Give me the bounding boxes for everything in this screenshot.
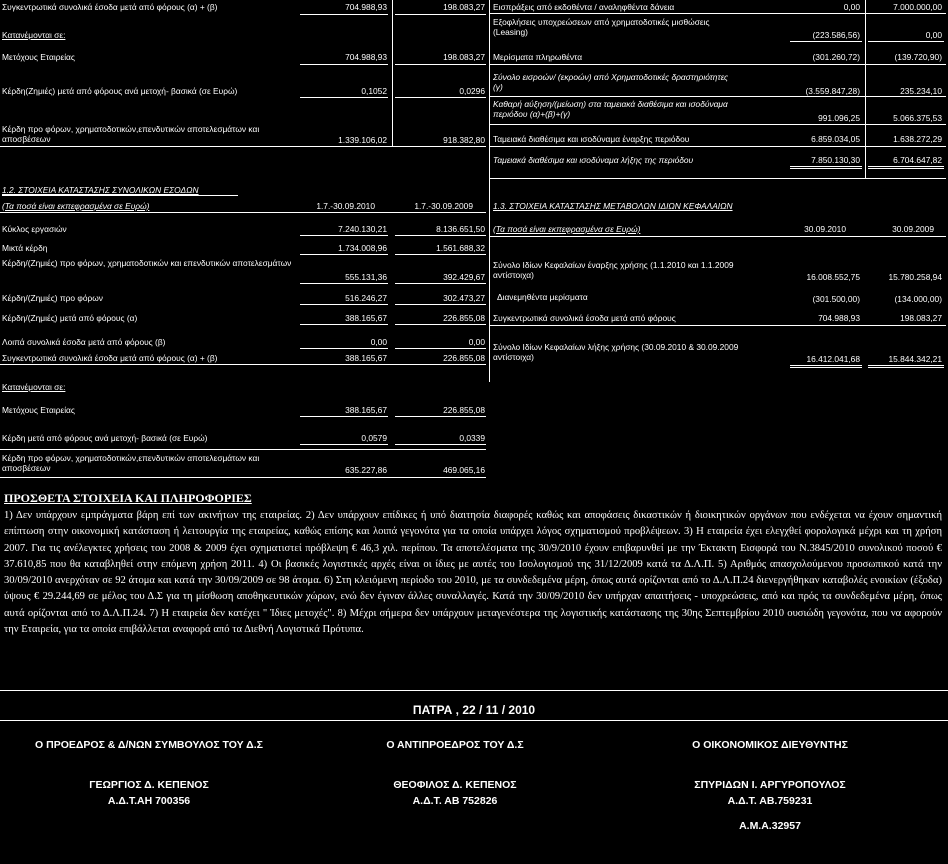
underline: [395, 304, 486, 305]
row-label: Κέρδη/(Ζημιές) προ φόρων: [2, 293, 103, 303]
row-label: Κέρδη προ φόρων, χρηματοδοτικών,επενδυτικών αποτελεσμάτων και αποσβέσεων: [2, 453, 260, 473]
underline: [300, 348, 388, 349]
row-label: Εισπράξεις από εκδοθέντα / αναληφθέντα δάνεια: [493, 2, 675, 12]
underline: [300, 97, 388, 98]
underline: [790, 365, 862, 366]
row-label: Συγκεντρωτικά συνολικά έσοδα μετά από φόρους (α) + (β): [2, 2, 218, 12]
column-header-2010: 30.09.2010: [804, 224, 846, 234]
row-label: Διανεμηθέντα μερίσματα: [497, 292, 588, 302]
signatory-name: ΓΕΩΡΓΙΟΣ Δ. ΚΕΠΕΝΟΣ: [89, 779, 209, 791]
row-label: Ταμειακά διαθέσιμα και ισοδύναμα έναρξης περιόδου: [493, 134, 690, 144]
signatory-id: Α.Δ.Τ.ΑΗ 700356: [107, 795, 191, 807]
section-subtitle: (Τα ποσά είναι εκπεφρασμένα σε Ευρώ): [2, 201, 150, 211]
value-2010: 7.240.130,21: [338, 224, 387, 234]
underline: [395, 254, 486, 255]
row-label: Κατανέμονται σε:: [2, 382, 66, 392]
value-2009: 0,00: [468, 337, 485, 347]
value-2010: 388.165,67: [345, 405, 387, 415]
value-2009: 918.382,80: [443, 135, 485, 145]
value-2009: 0,00: [925, 30, 942, 40]
value-2010: 0,1052: [361, 86, 387, 96]
underline: [300, 444, 388, 445]
row-label: Κέρδη(Ζημιές) μετά από φόρους ανά μετοχή- βασικά (σε Ευρώ): [2, 86, 238, 96]
value-2010: 0,00: [370, 337, 387, 347]
signatory-registration: Α.Μ.Α.32957: [739, 820, 801, 832]
underline: [300, 14, 388, 15]
underline: [868, 367, 944, 368]
underline: [490, 146, 946, 147]
underline: [868, 41, 944, 42]
value-2009: 226.855,08: [443, 405, 485, 415]
value-2009: 235.234,10: [900, 86, 942, 96]
underline: [490, 64, 946, 65]
underline: [0, 477, 486, 478]
notes-title: ΠΡΟΣΘΕΤΑ ΣΤΟΙΧΕΙΑ ΚΑΙ ΠΛΗΡΟΦΟΡΙΕΣ: [4, 491, 252, 505]
value-2009: 5.066.375,53: [893, 113, 942, 123]
notes-text: 1) Δεν υπάρχουν εμπράγματα βάρη επί των ακινήτων της εταιρείας. 2) Δεν υπάρχουν επίδικες ή υπό διαιτησία διαφορές καθώς και αποφάσεις δικαστικών ή διοικητικών οργάνων που ενδέχεται να έχουν σημαντική επίπτωση στην οικονομική κατάσταση ή λειτουργία της εταιρείας, καθώς επίσης και λοιπά γεγονότα για τα οποία υπάρχει λόγος σχηματισμού προβλέψεων. 3) Η εταιρεία έχει ελεγχθεί φορολογικά μέχρι και τη χρήση 2007. Για τις ανέλεγκτες χρήσεις του 2008 & 2009 έχει σχηματιστεί πρόβλεψη € 46,3 χιλ. περίπου. Τα αποτελέσματα της 30/9/2010 έχουν επιβαρυνθεί με την Έκτακτη Εισφορά του Ν.3845/2010 συνολικού ποσού € 37.610,85 που θα καταβληθεί στην επόμενη χρήση 2011. 4) Οι βασικές λογιστικές αρχές είναι οι ίδιες με αυτές του Ισολογισμού της 31/12/2009 κατά τα Δ.Λ.Π. 5) Αριθμός απασχολούμενου προσωπικού κατά την 30/09/2010 ανερχόταν σε 92 άτομα και κατά την 30/09/2009 σε 98 άτομα. 6) Στη κλειόμενη περίοδο του 2010, με τα συνδεδεμένα μέρη, όπως αυτά ορίζονται από το Δ.Λ.Π.24 διενεργήθηκαν καταβολές ενοικίων (έξοδα) ύψους € 29.244,69 σε μέλος του Δ.Σ για τη μίσθωση αποθηκευτικών χώρων, ενώ δεν έγιναν άλλες συναλλαγές. Κατά την 30/09/2010 δεν υπήρχαν απαιτήσεις - υποχρεώσεις, από και πρός τα συνδεδεμένα μέρη, όπως αυτά ορίζονται από το Δ.Λ.Π.24. 7) Η εταιρεία δεν κατέχει " Ίδιες μετοχές". 8) Μέχρι σήμερα δεν υπάρχουν μεταγενέστερα της λογιστικής κατάστασης της 30ης Σεπτεμβρίου 2010 ουσιώδη γεγονότα, που να αφορούν την Εταιρεία, για τα οποία επιβάλλεται αναφορά από τα Διεθνή Λογιστικά Πρότυπα.: [4, 510, 942, 636]
value-2010: (301.500,00): [812, 294, 860, 304]
underline: [395, 64, 486, 65]
value-2009: 302.473,27: [443, 293, 485, 303]
underline: [790, 166, 862, 167]
underline: [790, 41, 862, 42]
value-2010: (223.586,56): [812, 30, 860, 40]
underline: [395, 416, 486, 417]
underline: [395, 283, 486, 284]
value-2009: 226.855,08: [443, 313, 485, 323]
row-label: Μετόχους Εταιρείας: [2, 52, 75, 62]
value-2009: 392.429,67: [443, 272, 485, 282]
column-header-2009: 30.09.2009: [892, 224, 934, 234]
underline: [300, 304, 388, 305]
underline: [0, 364, 486, 365]
section-subtitle: (Τα ποσά είναι εκπεφρασμένα σε Ευρώ): [493, 224, 641, 234]
underline: [490, 178, 946, 179]
value-2010: 388.165,67: [345, 353, 387, 363]
value-2009: 198.083,27: [900, 313, 942, 323]
underline: [300, 283, 388, 284]
value-2009: 6.704.647,82: [893, 155, 942, 165]
value-2010: 991.096,25: [818, 113, 860, 123]
underline: [790, 168, 862, 169]
underline: [300, 235, 388, 236]
signatory-id: Α.Δ.Τ. ΑΒ.759231: [727, 795, 813, 807]
value-2009: (139.720,90): [894, 52, 942, 62]
value-2009: 15.844.342,21: [888, 354, 942, 364]
value-2010: (301.260,72): [812, 52, 860, 62]
value-2009: 226.855,08: [443, 353, 485, 363]
row-label: Σύνολο εισροών/ (εκροών) από Χρηματοδοτικές δραστηριότητες (γ): [493, 72, 729, 92]
signatory-name: ΘΕΟΦΙΛΟΣ Δ. ΚΕΠΕΝΟΣ: [393, 779, 517, 791]
underline: [300, 254, 388, 255]
row-label: Κέρδη/(Ζημιές) προ φόρων, χρηματοδοτικών και επενδυτικών αποτελεσμάτων: [2, 258, 292, 268]
row-label: Κέρδη μετά από φόρους ανά μετοχή- βασικά (σε Ευρώ): [2, 433, 208, 443]
place-date: ΠΑΤΡΑ , 22 / 11 / 2010: [412, 703, 536, 717]
underline: [300, 64, 388, 65]
value-2010: 0,00: [843, 2, 860, 12]
underline: [395, 348, 486, 349]
row-label: Συγκεντρωτικά συνολικά έσοδα μετά από φόρους (α) + (β): [2, 353, 218, 363]
underline: [868, 166, 944, 167]
row-label: Σύνολο Ιδίων Κεφαλαίων λήξης χρήσης (30.09.2010 & 30.09.2009 αντίστοιχα): [493, 342, 739, 362]
footer-divider: [0, 720, 948, 721]
row-label: Κέρδη/(Ζημιές) μετά από φόρους (α): [2, 313, 138, 323]
row-label: Μερίσματα πληρωθέντα: [493, 52, 583, 62]
underline: [395, 14, 486, 15]
signatory-role: Ο ΑΝΤΙΠΡΟΕΔΡΟΣ ΤΟΥ Δ.Σ: [386, 739, 524, 751]
value-2009: 0,0339: [459, 433, 485, 443]
row-label: Κέρδη προ φόρων, χρηματοδοτικών,επενδυτικών αποτελεσμάτων και αποσβέσεων: [2, 124, 260, 144]
value-2010: (3.559.847,28): [805, 86, 860, 96]
row-label: Καθαρή αύξηση/(μείωση) στα ταμειακά διαθέσιμα και ισοδύναμα περιόδου (α)+(β)+(γ): [493, 99, 728, 119]
underline: [0, 212, 486, 213]
row-label: Εξοφλήσεις υποχρεώσεων από χρηματοδοτικές μισθώσεις (Leasing): [493, 17, 710, 37]
row-label: Κύκλος εργασιών: [2, 224, 67, 234]
underline: [300, 324, 388, 325]
value-2010: 16.008.552,75: [806, 272, 860, 282]
section-title: 1.2. ΣΤΟΙΧΕΙΑ ΚΑΤΑΣΤΑΣΗΣ ΣΥΝΟΛΙΚΩΝ ΕΣΟΔΩΝ: [2, 185, 199, 195]
value-2009: 8.136.651,50: [436, 224, 485, 234]
value-2009: 1.561.688,32: [436, 243, 485, 253]
value-2009: 1.638.272,29: [893, 134, 942, 144]
value-2010: 0,0579: [361, 433, 387, 443]
underline: [395, 235, 486, 236]
row-label: Λοιπά συνολικά έσοδα μετά από φόρους (β): [2, 337, 166, 347]
section-title: 1.3. ΣΤΟΙΧΕΙΑ ΚΑΤΑΣΤΑΣΗΣ ΜΕΤΑΒΟΛΩΝ ΙΔΙΩΝ ΚΕΦΑΛΑΙΩΝ: [493, 201, 733, 211]
value-2010: 635.227,86: [345, 465, 387, 475]
underline: [868, 365, 944, 366]
value-2009: 198.083,27: [443, 52, 485, 62]
value-2009: 469.065,16: [443, 465, 485, 475]
underline: [395, 324, 486, 325]
row-label: Μικτά κέρδη: [2, 243, 48, 253]
underline: [0, 146, 486, 147]
underline: [395, 444, 486, 445]
value-2009: 0,0296: [459, 86, 485, 96]
value-2010: 16.412.041,68: [806, 354, 860, 364]
value-2010: 7.850.130,30: [811, 155, 860, 165]
row-label: Ταμειακά διαθέσιμα και ισοδύναμα λήξης της περιόδου: [493, 155, 694, 165]
row-label: Σύνολο Ιδίων Κεφαλαίων έναρξης χρήσης (1.1.2010 και 1.1.2009 αντίστοιχα): [493, 260, 734, 280]
row-label: Κατανέμονται σε:: [2, 30, 66, 40]
underline: [490, 236, 946, 237]
value-2010: 516.246,27: [345, 293, 387, 303]
underline: [2, 195, 238, 196]
value-2009: 198.083,27: [443, 2, 485, 12]
footer-divider: [0, 690, 948, 691]
value-2010: 1.339.106,02: [338, 135, 387, 145]
underline: [490, 13, 946, 14]
underline: [300, 416, 388, 417]
row-label: Συγκεντρωτικά συνολικά έσοδα μετά από φόρους: [493, 313, 676, 323]
underline: [395, 97, 486, 98]
column-divider: [865, 0, 866, 178]
signatory-role: Ο ΟΙΚΟΝΟΜΙΚΟΣ ΔΙΕΥΘΥΝΤΗΣ: [692, 739, 848, 751]
column-divider: [392, 0, 393, 146]
value-2010: 6.859.034,05: [811, 134, 860, 144]
signatory-name: ΣΠΥΡΙΔΩΝ Ι. ΑΡΓΥΡΟΠΟΥΛΟΣ: [694, 779, 846, 791]
value-2010: 555.131,36: [345, 272, 387, 282]
signatory-id: Α.Δ.Τ. ΑΒ 752826: [412, 795, 498, 807]
value-2009: 15.780.258,94: [888, 272, 942, 282]
column-header-2009: 1.7.-30.09.2009: [414, 201, 473, 211]
value-2010: 704.988,93: [345, 52, 387, 62]
row-label: Μετόχους Εταιρείας: [2, 405, 75, 415]
value-2010: 704.988,93: [818, 313, 860, 323]
underline: [868, 168, 944, 169]
value-2010: 704.988,93: [345, 2, 387, 12]
underline: [490, 325, 946, 326]
value-2010: 1.734.008,96: [338, 243, 387, 253]
underline: [0, 449, 486, 450]
value-2009: (134.000,00): [894, 294, 942, 304]
underline: [790, 367, 862, 368]
signatory-role: Ο ΠΡΟΕΔΡΟΣ & Δ/ΝΩΝ ΣΥΜΒΟΥΛΟΣ ΤΟΥ Δ.Σ: [35, 739, 263, 751]
underline: [490, 96, 946, 97]
underline: [490, 124, 946, 125]
value-2009: 7.000.000,00: [893, 2, 942, 12]
value-2010: 388.165,67: [345, 313, 387, 323]
column-header-2010: 1.7.-30.09.2010: [316, 201, 375, 211]
